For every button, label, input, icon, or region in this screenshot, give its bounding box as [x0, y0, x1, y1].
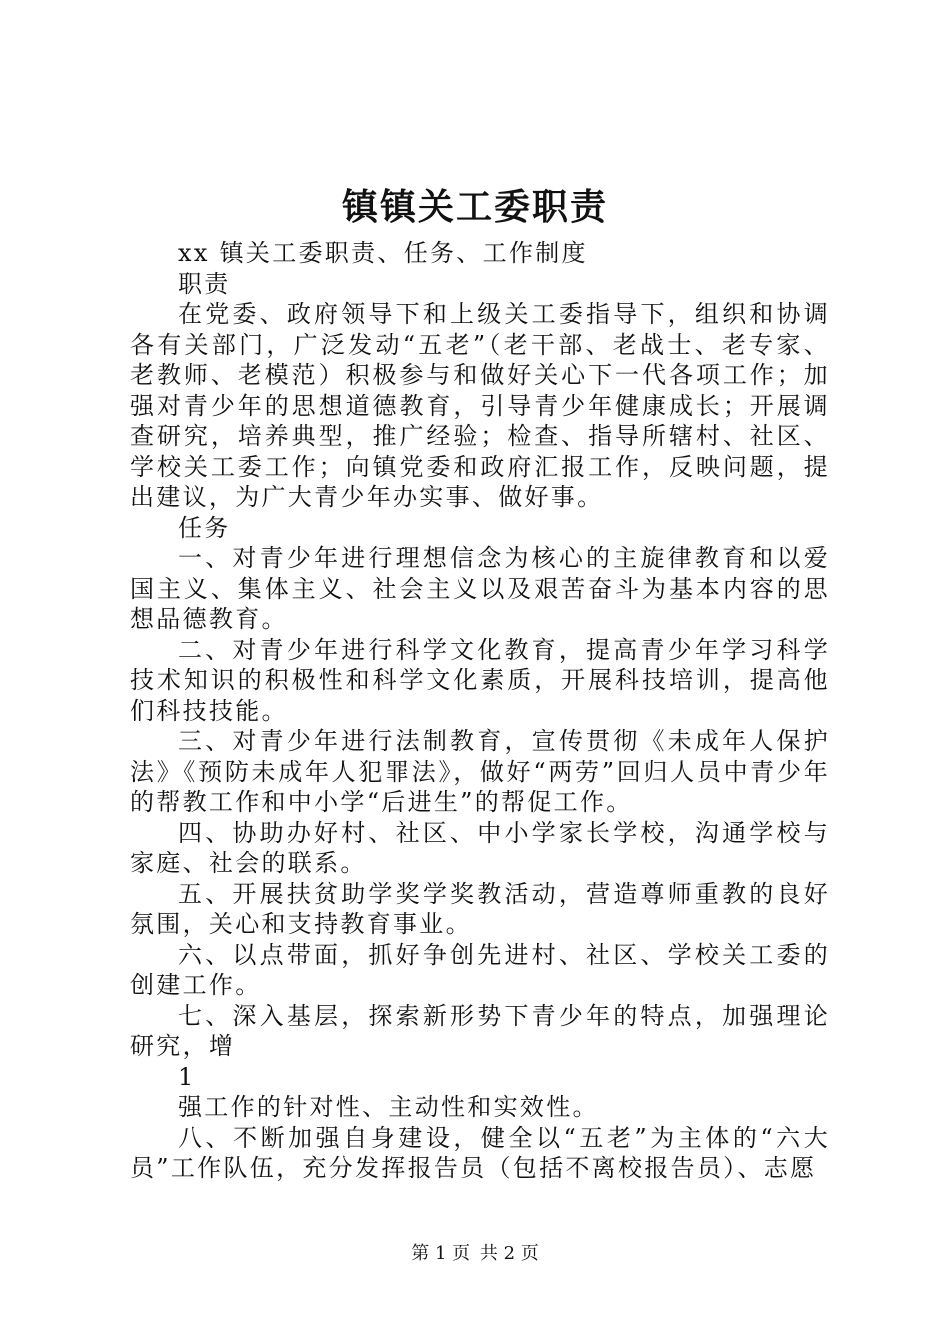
document-body — [130, 238, 830, 1184]
page-footer — [0, 1242, 950, 1266]
duties-paragraph: 在党委、政府领导下和上级关工委指导下，组织和协调各有关部门，广泛发动“五老”（老干部、老战士、老专家、老教师、老模范）积极参与和做好关心下一代各项工作；加强对青少年的思想道德教育，引导青少年健康成长；开展调查研究，培养典型，推广经验；检查、指导所辖村、社区、学校关工委工作；向镇党委和政府汇报工作，反映问题，提出建议，为广大青少年办实事、做好事。 — [130, 300, 830, 511]
subtitle-line: xx 镇关工委职责、任务、工作制度 — [178, 239, 588, 267]
task-item-6: 六、以点带面，抓好争创先进村、社区、学校关工委的创建工作。 — [130, 940, 830, 999]
page-break-marker: 1 — [178, 1062, 196, 1091]
task-item-1: 一、对青少年进行理想信念为核心的主旋律教育和以爱国主义、集体主义、社会主义以及艰苦奋斗为基本内容的思想品德教育。 — [130, 544, 830, 633]
document-title: 镇镇关工委职责 — [341, 186, 608, 228]
continuation-line: 强工作的针对性、主动性和实效性。 — [178, 1093, 599, 1121]
task-item-8: 八、不断加强自身建设，健全以“五老”为主体的“六大员”工作队伍，充分发挥报告员（包括不离校报告员）、志愿 — [130, 1123, 830, 1182]
heading-duties: 职责 — [178, 269, 231, 298]
footer-page-total: 共 2 页 — [479, 1243, 539, 1264]
task-item-5: 五、开展扶贫助学奖学奖教活动，营造尊师重教的良好氛围，关心和支持教育事业。 — [130, 879, 830, 938]
heading-tasks: 任务 — [178, 513, 231, 542]
task-item-7: 七、深入基层，探索新形势下青少年的特点，加强理论研究，增 — [130, 1001, 830, 1060]
task-item-2: 二、对青少年进行科学文化教育，提高青少年学习科学技术知识的积极性和科学文化素质，开展科技培训，提高他们科技技能。 — [130, 635, 830, 725]
task-item-3: 三、对青少年进行法制教育，宣传贯彻《未成年人保护法》《预防未成年人犯罪法》，做好“两劳”回归人员中青少年的帮教工作和中小学“后进生”的帮促工作。 — [130, 727, 830, 816]
task-item-4: 四、协助办好村、社区、中小学家长学校，沟通学校与家庭、社会的联系。 — [130, 818, 830, 877]
footer-page-number: 第 1 页 — [411, 1243, 471, 1264]
